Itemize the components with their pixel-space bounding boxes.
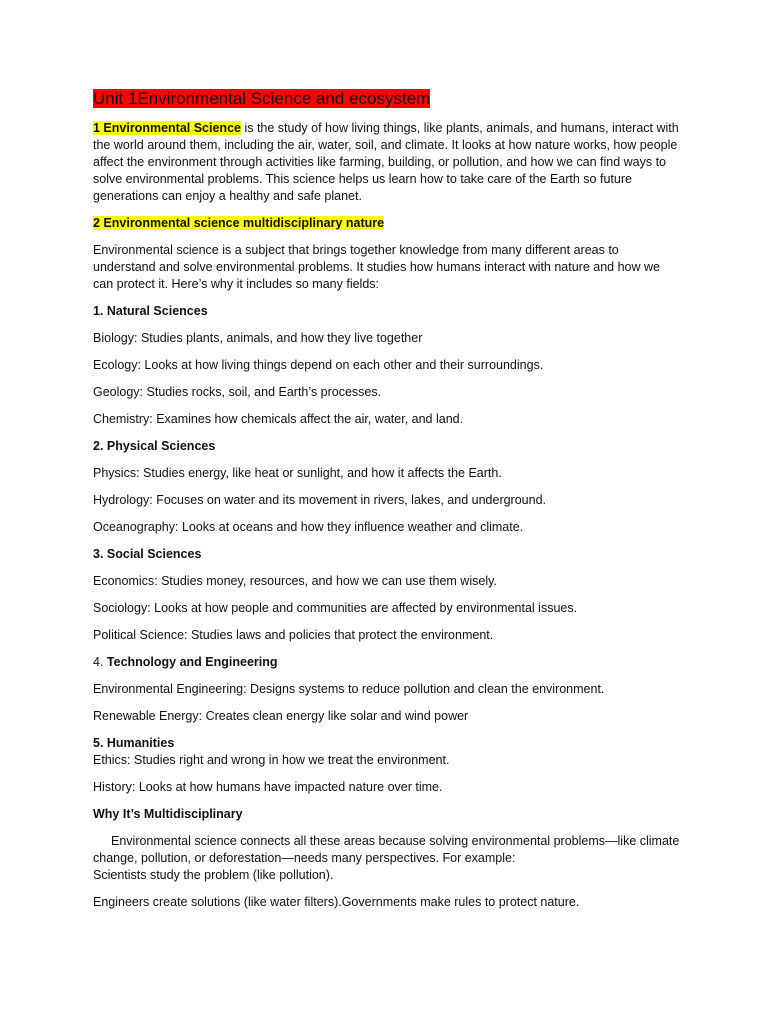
- technology-engineering-heading: [93, 654, 683, 671]
- physical-sciences-heading: 2. Physical Sciences: [93, 439, 216, 453]
- why-line-scientists: Scientists study the problem (like pollution).: [93, 868, 334, 882]
- physical-item-hydrology: Hydrology: Focuses on water and its movement in rivers, lakes, and underground.: [93, 493, 547, 507]
- technology-heading-text: Technology and Engineering: [106, 655, 278, 669]
- section2-intro: Environmental science is a subject that brings together knowledge from many different areas to understand and solve environmental problems. It studies how humans interact with nature and how we can protect it. Here’s why it includes so many fields:: [93, 243, 660, 291]
- natural-item-ecology: Ecology: Looks at how living things depend on each other and their surroundings.: [93, 358, 544, 372]
- technology-number: 4.: [93, 655, 107, 669]
- physical-item-physics: Physics: Studies energy, like heat or sunlight, and how it affects the Earth.: [93, 466, 502, 480]
- section1-paragraph: [93, 120, 683, 205]
- why-line-engineers: Engineers create solutions (like water filters).Governments make rules to protect nature.: [93, 895, 580, 909]
- section1-label: 1 Environmental Science: [93, 121, 241, 135]
- humanities-item-ethics: Ethics: Studies right and wrong in how we treat the environment.: [93, 753, 450, 767]
- humanities-item-history: History: Looks at how humans have impacted nature over time.: [93, 780, 443, 794]
- natural-sciences-heading: 1. Natural Sciences: [93, 304, 208, 318]
- social-item-political-science: Political Science: Studies laws and policies that protect the environment.: [93, 628, 494, 642]
- why-multidisciplinary-heading: Why It’s Multidisciplinary: [93, 807, 243, 821]
- social-sciences-heading: 3. Social Sciences: [93, 547, 202, 561]
- document-body: [93, 88, 683, 921]
- section2-heading-paragraph: [93, 215, 683, 232]
- title-text: Unit 1Environmental Science and ecosystem: [93, 89, 431, 108]
- humanities-heading: 5. Humanities: [93, 736, 175, 750]
- social-item-economics: Economics: Studies money, resources, and how we can use them wisely.: [93, 574, 497, 588]
- natural-item-geology: Geology: Studies rocks, soil, and Earth’s processes.: [93, 385, 382, 399]
- tech-item-environmental-engineering: Environmental Engineering: Designs systems to reduce pollution and clean the environment.: [93, 682, 605, 696]
- why-paragraph: Environmental science connects all these areas because solving environmental problems—like climate change, pollution, or deforestation—needs many perspectives. For example:: [93, 834, 680, 865]
- section2-label: 2 Environmental science multidisciplinary nature: [93, 216, 385, 230]
- social-item-sociology: Sociology: Looks at how people and communities are affected by environmental issues.: [93, 601, 578, 615]
- natural-item-chemistry: Chemistry: Examines how chemicals affect the air, water, and land.: [93, 412, 464, 426]
- tech-item-renewable-energy: Renewable Energy: Creates clean energy like solar and wind power: [93, 709, 469, 723]
- physical-item-oceanography: Oceanography: Looks at oceans and how they influence weather and climate.: [93, 520, 524, 534]
- natural-item-biology: Biology: Studies plants, animals, and how they live together: [93, 331, 423, 345]
- page-title: [93, 88, 683, 110]
- section1-text: is the study of how living things, like plants, animals, and humans, interact with the world around them, including the air, water, soil, and climate. It looks at how nature works, how people affect the environment through activities like farming, building, or pollution, and how we can find ways to solve environmental problems. This science helps us learn how to take care of the Earth so future generations can enjoy a healthy and safe planet.: [93, 121, 679, 203]
